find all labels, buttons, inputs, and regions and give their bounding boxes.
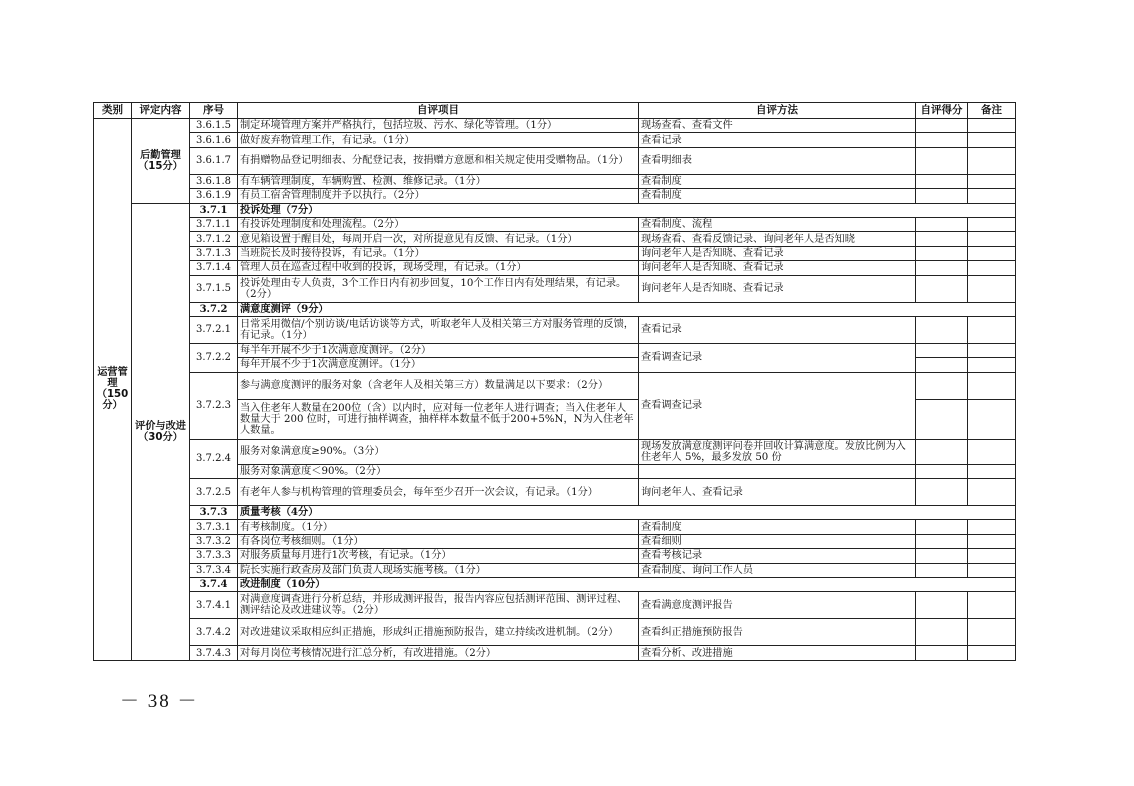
- note-cell[interactable]: [968, 174, 1016, 188]
- score-cell[interactable]: [916, 520, 968, 534]
- row-code: 3.6.1.9: [190, 189, 238, 203]
- table-row: [94, 189, 1016, 203]
- note-cell[interactable]: [968, 549, 1016, 563]
- section-code: 3.7.3: [190, 506, 238, 520]
- row-code: 3.7.4.3: [190, 646, 238, 660]
- table-row: [94, 119, 1016, 133]
- note-cell[interactable]: [968, 619, 1016, 646]
- row-code: 3.7.3.1: [190, 520, 238, 534]
- table-row: [94, 246, 1016, 260]
- section-code: 3.7.1: [190, 203, 238, 217]
- section-row: [94, 506, 1016, 520]
- table-header-row: [94, 103, 1016, 119]
- row-code: 3.7.1.3: [190, 246, 238, 260]
- score-cell[interactable]: [916, 261, 968, 275]
- score-cell[interactable]: [916, 439, 968, 464]
- section-code: 3.7.4: [190, 578, 238, 592]
- row-item-b: 每年开展不少于1次满意度测评。（1分）: [238, 358, 639, 372]
- score-cell[interactable]: [916, 479, 968, 506]
- row-item-a: 每半年开展不少于1次满意度测评。（2分）: [238, 343, 639, 357]
- table-row: [94, 174, 1016, 188]
- note-cell[interactable]: [968, 232, 1016, 246]
- row-code: 3.7.2.3: [190, 372, 238, 439]
- note-cell[interactable]: [968, 563, 1016, 577]
- row-item: 有车辆管理制度，车辆购置、检测、维修记录。（1分）: [238, 174, 639, 188]
- note-cell[interactable]: [968, 217, 1016, 231]
- note-cell[interactable]: [968, 479, 1016, 506]
- table-row: [94, 563, 1016, 577]
- score-cell[interactable]: [916, 275, 968, 302]
- row-item-a: 服务对象满意度≥90%。（3分）: [238, 439, 639, 464]
- row-code: 3.6.1.8: [190, 174, 238, 188]
- table-row: [94, 261, 1016, 275]
- score-cell[interactable]: [916, 133, 968, 147]
- row-method: 查看调查记录: [639, 372, 916, 439]
- row-method: 现场发放满意度测评问卷并回收计算满意度。发放比例为入住老年人 5%，最多发放 50 份: [639, 439, 916, 464]
- score-cell[interactable]: [916, 372, 968, 399]
- table-row: [94, 520, 1016, 534]
- section-row: [94, 302, 1016, 316]
- row-code: 3.7.1.1: [190, 217, 238, 231]
- note-cell[interactable]: [968, 399, 1016, 439]
- row-method: 查看明细表: [639, 147, 916, 174]
- row-item: 对每月岗位考核情况进行汇总分析，有改进措施。（2分）: [238, 646, 639, 660]
- score-cell[interactable]: [916, 592, 968, 619]
- row-code: 3.7.3.3: [190, 549, 238, 563]
- row-item-b: 当入住老年人数量在200位（含）以内时，应对每一位老年人进行调查；当入住老年人数量大于 200 位时，可进行抽样调查，抽样样本数量不低于200+5%N，N为入住老年人数量。: [238, 399, 639, 439]
- score-cell[interactable]: [916, 534, 968, 548]
- table-row: [94, 275, 1016, 302]
- score-cell[interactable]: [916, 399, 968, 439]
- category-cell: 运营管理（150分）: [94, 119, 132, 661]
- row-method: 查看记录: [639, 133, 916, 147]
- score-cell[interactable]: [916, 619, 968, 646]
- score-cell[interactable]: [916, 119, 968, 133]
- row-item-b: 服务对象满意度＜90%。（2分）: [238, 464, 639, 478]
- row-item: 做好废弃物管理工作，有记录。（1分）: [238, 133, 639, 147]
- row-method: 查看满意度测评报告: [639, 592, 916, 619]
- table-row: [94, 439, 1016, 464]
- header-score: 自评得分: [916, 103, 968, 119]
- row-item: 对改进建议采取相应纠正措施，形成纠正措施预防报告，建立持续改进机制。（2分）: [238, 619, 639, 646]
- section-title: 满意度测评（9分）: [238, 302, 1016, 316]
- table-row: [94, 232, 1016, 246]
- row-code: 3.6.1.5: [190, 119, 238, 133]
- row-code: 3.7.1.2: [190, 232, 238, 246]
- row-method: 现场查看、查看反馈记录、询问老年人是否知晓: [639, 232, 916, 246]
- score-cell[interactable]: [916, 232, 968, 246]
- row-item: 有老年人参与机构管理的管理委员会，每年至少召开一次会议，有记录。（1分）: [238, 479, 639, 506]
- note-cell[interactable]: [968, 343, 1016, 357]
- note-cell[interactable]: [968, 119, 1016, 133]
- table-row: [94, 316, 1016, 343]
- note-cell[interactable]: [968, 275, 1016, 302]
- row-code: 3.7.2.2: [190, 343, 238, 372]
- table-row: [94, 133, 1016, 147]
- section-row: [94, 203, 1016, 217]
- note-cell[interactable]: [968, 316, 1016, 343]
- row-method: 查看分析、改进措施: [639, 646, 916, 660]
- row-code: 3.7.3.4: [190, 563, 238, 577]
- row-method: 查看纠正措施预防报告: [639, 619, 916, 646]
- section-row: [94, 578, 1016, 592]
- row-item: 有考核制度。（1分）: [238, 520, 639, 534]
- note-cell[interactable]: [968, 372, 1016, 399]
- row-item: 日常采用微信/个别访谈/电话访谈等方式，听取老年人及相关第三方对服务管理的反馈，有记录。（1分）: [238, 316, 639, 343]
- row-method: 查看记录: [639, 316, 916, 343]
- header-category: 类别: [94, 103, 132, 119]
- score-cell[interactable]: [916, 217, 968, 231]
- row-method: 查看制度: [639, 520, 916, 534]
- section-code: 3.7.2: [190, 302, 238, 316]
- row-code: 3.7.2.1: [190, 316, 238, 343]
- row-method: 查看制度、流程: [639, 217, 916, 231]
- note-cell[interactable]: [968, 189, 1016, 203]
- note-cell[interactable]: [968, 592, 1016, 619]
- row-item: 制定环境管理方案并严格执行，包括垃圾、污水、绿化等管理。（1分）: [238, 119, 639, 133]
- row-method-empty: [639, 464, 916, 478]
- group-evaluation: 评价与改进（30分）: [132, 203, 190, 660]
- section-title: 质量考核（4分）: [238, 506, 1016, 520]
- row-item: 有投诉处理制度和处理流程。（2分）: [238, 217, 639, 231]
- note-cell[interactable]: [968, 246, 1016, 260]
- score-cell[interactable]: [916, 189, 968, 203]
- note-cell[interactable]: [968, 358, 1016, 372]
- row-item: 投诉处理由专人负责，3个工作日内有初步回复，10个工作日内有处理结果，有记录。（2分）: [238, 275, 639, 302]
- row-method: 查看细则: [639, 534, 916, 548]
- row-code: 3.7.4.2: [190, 619, 238, 646]
- page-number: － 38 －: [120, 691, 199, 712]
- row-item: 意见箱设置于醒目处，每周开启一次，对所提意见有反馈、有记录。（1分）: [238, 232, 639, 246]
- score-cell[interactable]: [916, 358, 968, 372]
- header-code: 序号: [190, 103, 238, 119]
- row-item: 有各岗位考核细则。（1分）: [238, 534, 639, 548]
- note-cell[interactable]: [968, 520, 1016, 534]
- note-cell[interactable]: [968, 534, 1016, 548]
- row-code: 3.6.1.7: [190, 147, 238, 174]
- self-evaluation-table: [93, 102, 1016, 661]
- score-cell[interactable]: [916, 316, 968, 343]
- note-cell[interactable]: [968, 147, 1016, 174]
- table-row: [94, 343, 1016, 357]
- note-cell[interactable]: [968, 133, 1016, 147]
- row-method: 查看考核记录: [639, 549, 916, 563]
- section-title: 投诉处理（7分）: [238, 203, 1016, 217]
- row-item: 管理人员在巡查过程中收到的投诉，现场受理，有记录。（1分）: [238, 261, 639, 275]
- header-content: 评定内容: [132, 103, 190, 119]
- table-row: [94, 549, 1016, 563]
- table-row: [94, 147, 1016, 174]
- header-note: 备注: [968, 103, 1016, 119]
- note-cell[interactable]: [968, 464, 1016, 478]
- section-title: 改进制度（10分）: [238, 578, 1016, 592]
- row-code: 3.7.1.5: [190, 275, 238, 302]
- header-item: 自评项目: [238, 103, 639, 119]
- score-cell[interactable]: [916, 464, 968, 478]
- note-cell[interactable]: [968, 646, 1016, 660]
- row-method: 询问老年人是否知晓、查看记录: [639, 275, 916, 302]
- row-code: 3.7.2.4: [190, 439, 238, 478]
- row-item: 当班院长及时接待投诉，有记录。（1分）: [238, 246, 639, 260]
- row-item-a: 参与满意度测评的服务对象（含老年人及相关第三方）数量满足以下要求：（2分）: [238, 372, 639, 399]
- table-row: [94, 646, 1016, 660]
- table-row: [94, 372, 1016, 399]
- row-code: 3.7.4.1: [190, 592, 238, 619]
- table-row: [94, 592, 1016, 619]
- note-cell[interactable]: [968, 439, 1016, 464]
- table-row: [94, 534, 1016, 548]
- row-item: 对服务质量每月进行1次考核，有记录。（1分）: [238, 549, 639, 563]
- score-cell[interactable]: [916, 549, 968, 563]
- row-code: 3.7.1.4: [190, 261, 238, 275]
- score-cell[interactable]: [916, 563, 968, 577]
- row-item: 对满意度调查进行分析总结，并形成测评报告，报告内容应包括测评范围、测评过程、测评结论及改进建议等。（2分）: [238, 592, 639, 619]
- score-cell[interactable]: [916, 174, 968, 188]
- header-method: 自评方法: [639, 103, 916, 119]
- score-cell[interactable]: [916, 246, 968, 260]
- row-item: 有捐赠物品登记明细表、分配登记表，按捐赠方意愿和相关规定使用受赠物品。（1分）: [238, 147, 639, 174]
- row-item: 院长实施行政查房及部门负责人现场实施考核。（1分）: [238, 563, 639, 577]
- table-row: [94, 619, 1016, 646]
- row-code: 3.6.1.6: [190, 133, 238, 147]
- score-cell[interactable]: [916, 147, 968, 174]
- row-method: 查看制度: [639, 174, 916, 188]
- row-code: 3.7.3.2: [190, 534, 238, 548]
- note-cell[interactable]: [968, 261, 1016, 275]
- table-row: [94, 217, 1016, 231]
- score-cell[interactable]: [916, 343, 968, 357]
- row-code: 3.7.2.5: [190, 479, 238, 506]
- score-cell[interactable]: [916, 646, 968, 660]
- table-row: [94, 479, 1016, 506]
- row-method: 查看制度、询问工作人员: [639, 563, 916, 577]
- group-logistics: 后勤管理（15分）: [132, 119, 190, 204]
- row-method: 现场查看、查看文件: [639, 119, 916, 133]
- row-method: 查看调查记录: [639, 343, 916, 372]
- row-method: 询问老年人、查看记录: [639, 479, 916, 506]
- row-method: 询问老年人是否知晓、查看记录: [639, 261, 916, 275]
- row-method: 询问老年人是否知晓、查看记录: [639, 246, 916, 260]
- row-method: 查看制度: [639, 189, 916, 203]
- row-item: 有员工宿舍管理制度并予以执行。（2分）: [238, 189, 639, 203]
